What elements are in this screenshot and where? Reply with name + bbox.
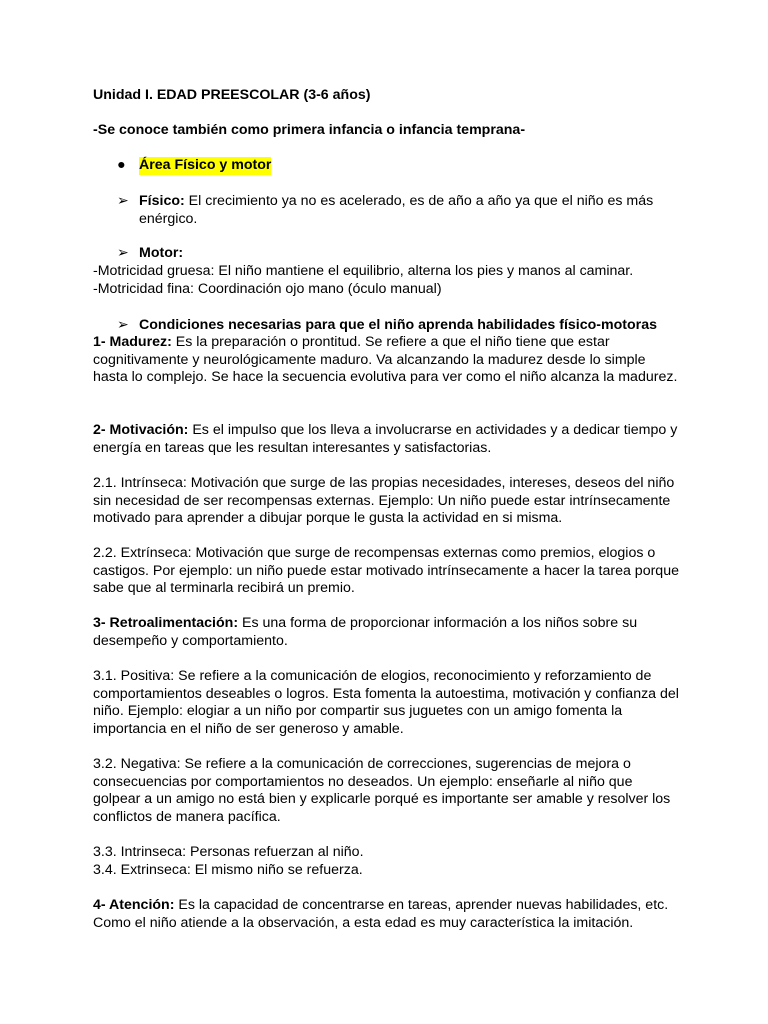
- madurez-body: Es la preparación o prontitud. Se refiere a que el niño tiene que estar cognitivamente y neurológicamente maduro. Va alcanzando la madurez desde lo simple hasta lo complejo. Se hace la secuencia evolutiva para ver como el niño alcanza la madurez.: [93, 334, 678, 386]
- extrinseca-paragraph: 2.2. Extrínseca: Motivación que surge de recompensas externas como premios, elogios o castigos. Por ejemplo: un niño puede estar motivado intrínsecamente a hacer la tarea porque sabe que al terminarla recibirá un premio.: [93, 545, 679, 597]
- motricidad-gruesa: -Motricidad gruesa: El niño mantiene el equilibrio, alterna los pies y manos al caminar.: [93, 263, 634, 279]
- intrinseca-33: 3.3. Intrinseca: Personas refuerzan al niño.: [93, 844, 364, 860]
- retroalimentacion-body: Es una forma de proporcionar información a los niños sobre su desempeño y comportamiento.: [93, 615, 638, 649]
- madurez-label: 1- Madurez:: [93, 334, 172, 350]
- positiva-paragraph: 3.1. Positiva: Se refiere a la comunicación de elogios, reconocimiento y reforzamiento de comportamientos deseables o logros. Esta fomenta la autoestima, motivación y confianza del niño. Ejemplo: elogiar a un niño por compartir sus juguetes con un amigo fomenta la importancia en el niño de ser generoso y amable.: [93, 668, 679, 737]
- arrow-icon: ➢: [117, 245, 129, 261]
- atencion-label: 4- Atención:: [93, 897, 175, 913]
- atencion-paragraph: [93, 897, 683, 932]
- intrinseca-paragraph: 2.1. Intrínseca: Motivación que surge de las propias necesidades, intereses, deseos del niño sin necesidad de ser recompensas externas. Ejemplo: Un niño puede estar intrínsecamente motivado para aprender a dibujar porque le gusta la actividad en si misma.: [93, 475, 675, 527]
- subtitle: -Se conoce también como primera infancia o infancia temprana-: [93, 122, 526, 138]
- madurez-paragraph: [93, 334, 683, 387]
- atencion-body: Es la capacidad de concentrarse en tareas, aprender nuevas habilidades, etc. Como el niño atiende a la observación, a esta edad es muy característica la imitación.: [93, 897, 669, 931]
- retroalimentacion-paragraph: [93, 615, 683, 650]
- area-heading-text: Área Físico y motor: [139, 157, 272, 173]
- motivacion-body: Es el impulso que los lleva a involucrarse en actividades y a dedicar tiempo y energía en tareas que les resultan interesantes y satisfactorias.: [93, 422, 678, 456]
- fisico-label: Físico:: [139, 193, 185, 209]
- condiciones-label: Condiciones necesarias para que el niño aprenda habilidades físico-motoras: [139, 317, 657, 333]
- motivacion-paragraph: [93, 422, 683, 457]
- bullet-icon: ●: [117, 157, 126, 173]
- motricidad-fina: -Motricidad fina: Coordinación ojo mano (óculo manual): [93, 281, 442, 297]
- negativa-paragraph: 3.2. Negativa: Se refiere a la comunicación de correcciones, sugerencias de mejora o consecuencias por comportamientos no deseados. Un ejemplo: enseñarle al niño que golpear a un amigo no está bien y explicarle porqué es importante ser amable y resolver los conflictos de manera pacífica.: [93, 756, 671, 825]
- unit-title: Unidad I. EDAD PREESCOLAR (3-6 años): [93, 87, 371, 103]
- extrinseca-34: 3.4. Extrinseca: El mismo niño se refuerza.: [93, 862, 363, 878]
- arrow-icon: ➢: [117, 317, 129, 333]
- arrow-icon: ➢: [117, 193, 129, 209]
- motivacion-label: 2- Motivación:: [93, 422, 189, 438]
- motor-label: Motor:: [139, 245, 184, 261]
- retroalimentacion-label: 3- Retroalimentación:: [93, 615, 239, 631]
- fisico-body: El crecimiento ya no es acelerado, es de año a año ya que el niño es más enérgico.: [139, 193, 654, 227]
- fisico-text: [139, 193, 669, 228]
